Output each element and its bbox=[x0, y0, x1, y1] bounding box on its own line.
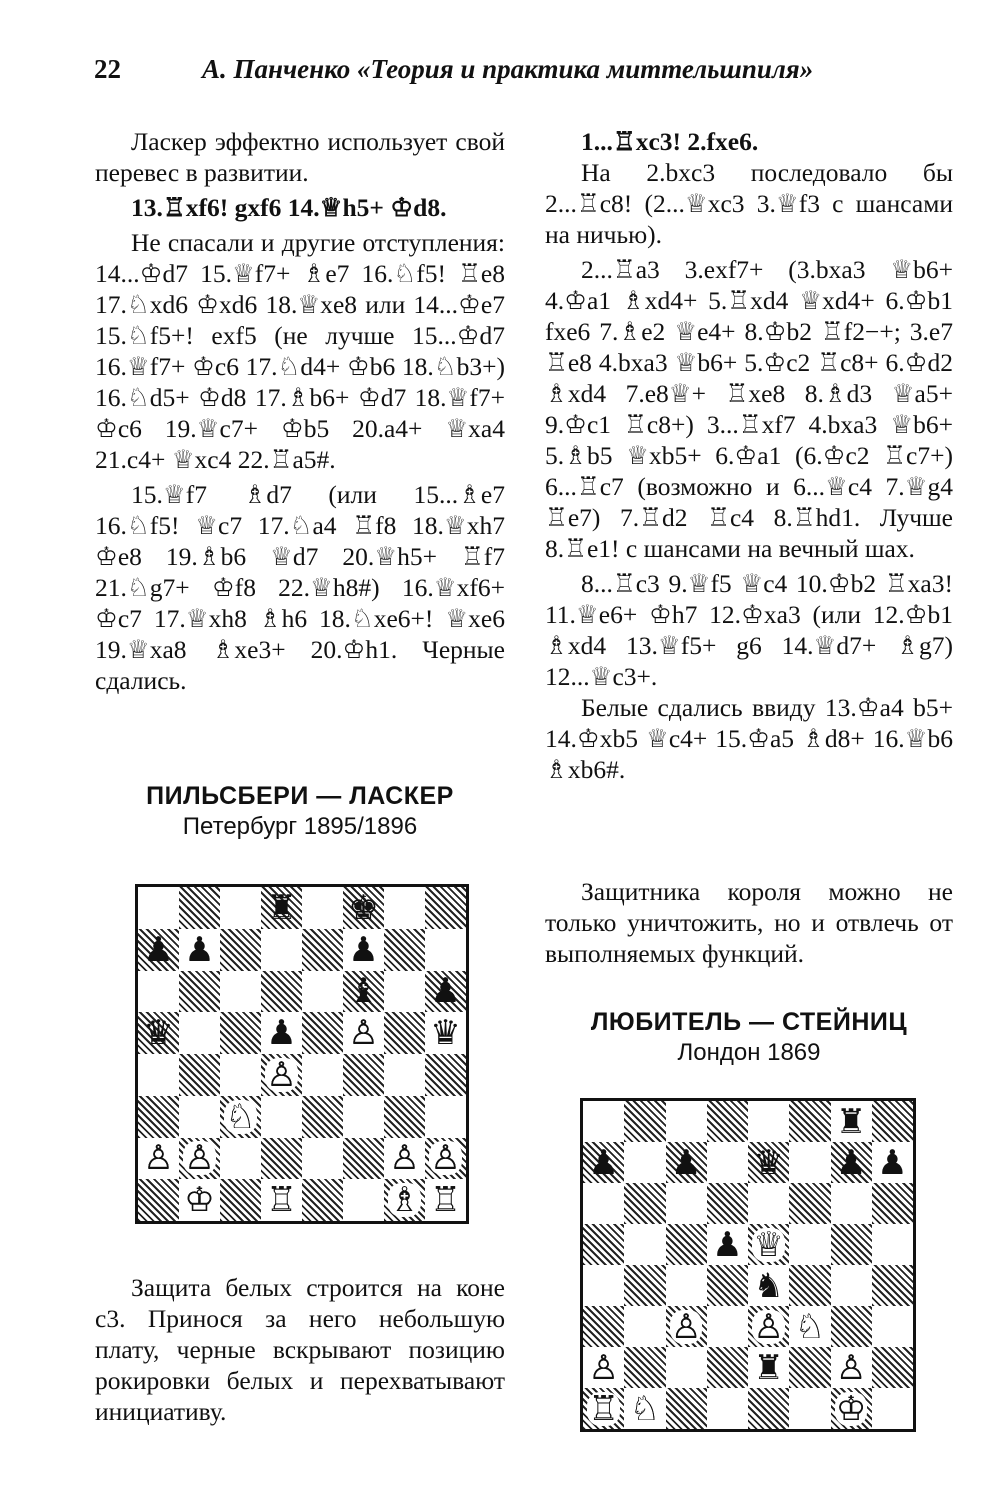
piece-backdrop bbox=[587, 1347, 619, 1388]
board-square bbox=[138, 1179, 179, 1221]
board-square bbox=[831, 1101, 872, 1142]
board-square bbox=[831, 1142, 872, 1183]
game2-heading bbox=[545, 1008, 953, 1067]
paragraph: Защитника короля можно не только уничтожить, но и отвлечь от выполняемых функций. bbox=[545, 877, 953, 968]
board-square bbox=[343, 971, 384, 1013]
board-square bbox=[179, 1179, 220, 1221]
board-square bbox=[831, 1265, 872, 1306]
board-square bbox=[302, 1096, 343, 1138]
piece-backdrop bbox=[835, 1347, 867, 1388]
board-square bbox=[220, 887, 261, 929]
black-knight-icon: ♞ bbox=[753, 1265, 784, 1306]
black-pawn-icon: ♟ bbox=[712, 1224, 743, 1265]
board-square bbox=[220, 929, 261, 971]
black-rook-icon: ♜ bbox=[753, 1347, 784, 1388]
piece-backdrop bbox=[347, 1013, 379, 1054]
board-square bbox=[707, 1224, 748, 1265]
board-square bbox=[831, 1224, 872, 1265]
board-square bbox=[261, 1012, 302, 1054]
piece-backdrop bbox=[265, 1180, 297, 1221]
board-square bbox=[425, 971, 466, 1013]
board-square bbox=[261, 1138, 302, 1180]
board-square bbox=[748, 1347, 789, 1388]
board-square bbox=[583, 1142, 624, 1183]
piece-backdrop bbox=[388, 1138, 420, 1179]
board-square bbox=[425, 1096, 466, 1138]
board-square bbox=[624, 1265, 665, 1306]
board-square bbox=[831, 1183, 872, 1224]
board-square bbox=[138, 1096, 179, 1138]
piece-backdrop bbox=[224, 1096, 256, 1137]
piece-backdrop bbox=[835, 1388, 867, 1429]
board-square bbox=[872, 1224, 913, 1265]
board-square bbox=[748, 1388, 789, 1429]
black-pawn-icon: ♟ bbox=[184, 929, 215, 970]
board-square bbox=[384, 929, 425, 971]
board-square bbox=[872, 1347, 913, 1388]
game2-players: ЛЮБИТЕЛЬ — СТЕЙНИЦ bbox=[590, 1008, 908, 1036]
piece-backdrop bbox=[183, 1180, 215, 1221]
board-square bbox=[583, 1306, 624, 1347]
board-square bbox=[384, 971, 425, 1013]
board-square bbox=[220, 1012, 261, 1054]
piece-backdrop bbox=[629, 1388, 661, 1429]
board-square bbox=[220, 1096, 261, 1138]
board-square bbox=[789, 1265, 830, 1306]
white-pawn-icon: ♙ bbox=[835, 1347, 867, 1388]
board-square bbox=[707, 1183, 748, 1224]
board-square bbox=[789, 1183, 830, 1224]
black-queen-icon: ♛ bbox=[430, 1013, 461, 1054]
white-rook-icon: ♖ bbox=[266, 1180, 297, 1221]
game1-place: Петербург 1895/1896 bbox=[182, 813, 418, 840]
white-pawn-icon: ♙ bbox=[389, 1138, 420, 1179]
board-square bbox=[302, 1012, 343, 1054]
move-line: 13.♖xf6! gxf6 14.♕h5+ ♔d8. bbox=[131, 193, 447, 222]
board-square bbox=[583, 1101, 624, 1142]
black-pawn-icon: ♟ bbox=[430, 971, 461, 1012]
board-square bbox=[343, 887, 384, 929]
board-square bbox=[343, 1179, 384, 1221]
board-square bbox=[789, 1347, 830, 1388]
board-square bbox=[666, 1306, 707, 1347]
board-square bbox=[583, 1224, 624, 1265]
board-square bbox=[261, 971, 302, 1013]
board-square bbox=[384, 1012, 425, 1054]
board-square bbox=[666, 1265, 707, 1306]
board-square bbox=[425, 887, 466, 929]
board-square bbox=[748, 1183, 789, 1224]
board-square bbox=[789, 1224, 830, 1265]
left-column-bottom bbox=[95, 1272, 505, 1427]
board-square bbox=[302, 1054, 343, 1096]
board-square bbox=[179, 929, 220, 971]
right-column bbox=[545, 126, 953, 785]
board-square bbox=[179, 971, 220, 1013]
white-pawn-icon: ♙ bbox=[753, 1306, 784, 1347]
paragraph: Не спасали и другие отступления: 14...♔d7 15.♕f7+ ♗e7 16.♘f5! ♖e8 17.♘xd6 ♔xd6 18.♕xe8 или 14...♔e7 15.♘f5+! exf5 (не лучше 15...♔d7 16.♕f7+ ♔c6 17.♘d4+ ♔b6 18.♘b3+) 16.♘d5+ ♔d8 17.♗b6+ ♔d7 18.♕f7+ ♔c6 19.♕c7+ ♔b5 20.a4+ ♕xa4 21.c4+ ♕xc4 22.♖a5#. bbox=[95, 228, 505, 474]
black-bishop-icon: ♝ bbox=[348, 971, 379, 1012]
board-square bbox=[384, 1054, 425, 1096]
board-square bbox=[707, 1347, 748, 1388]
move-line: 1...♖xc3! 2.fxe6. bbox=[581, 127, 759, 156]
board-square bbox=[789, 1101, 830, 1142]
board-square bbox=[872, 1142, 913, 1183]
black-pawn-icon: ♟ bbox=[877, 1142, 908, 1183]
paragraph: 15.♕f7 ♗d7 (или 15...♗e7 16.♘f5! ♕c7 17.♘a4 ♖f8 18.♕xh7 ♔e8 19.♗b6 ♕d7 20.♕h5+ ♖f7 21.♘g7+ ♔f8 22.♕h8#) 16.♕xf6+ ♔c7 17.♕xh8 ♗h6 18.♘xe6+! ♕xe6 19.♕xa8 ♗xe3+ 20.♔h1. Черные сдались. bbox=[95, 480, 505, 695]
board-square bbox=[666, 1224, 707, 1265]
board-square bbox=[666, 1388, 707, 1429]
board-square bbox=[666, 1101, 707, 1142]
game2-place: Лондон 1869 bbox=[677, 1039, 821, 1066]
white-pawn-icon: ♙ bbox=[670, 1306, 702, 1347]
board-square bbox=[179, 1054, 220, 1096]
board-square bbox=[707, 1265, 748, 1306]
black-pawn-icon: ♟ bbox=[670, 1142, 702, 1183]
white-pawn-icon: ♙ bbox=[184, 1138, 215, 1179]
board-square bbox=[666, 1142, 707, 1183]
piece-backdrop bbox=[794, 1306, 826, 1347]
white-pawn-icon: ♙ bbox=[266, 1054, 297, 1095]
board-square bbox=[707, 1306, 748, 1347]
board-square bbox=[748, 1224, 789, 1265]
piece-backdrop bbox=[587, 1388, 619, 1429]
white-knight-icon: ♘ bbox=[225, 1096, 256, 1137]
black-pawn-icon: ♟ bbox=[143, 929, 174, 970]
black-pawn-icon: ♟ bbox=[835, 1142, 867, 1183]
board-square bbox=[138, 1012, 179, 1054]
board-square bbox=[343, 1054, 384, 1096]
board-square bbox=[261, 1054, 302, 1096]
board-square bbox=[831, 1306, 872, 1347]
board-square bbox=[384, 887, 425, 929]
piece-backdrop bbox=[752, 1306, 784, 1347]
white-rook-icon: ♖ bbox=[430, 1180, 461, 1221]
board-square bbox=[666, 1183, 707, 1224]
board-square bbox=[261, 929, 302, 971]
board-square bbox=[624, 1101, 665, 1142]
board-square bbox=[789, 1306, 830, 1347]
paragraph: 2...♖a3 3.exf7+ (3.bxa3 ♕b6+ 4.♔a1 ♗xd4+ 5.♖xd4 ♕xd4+ 6.♔b1 fxe6 7.♗e2 ♕e4+ 8.♔b2 ♖f2−+; 3.e7 ♖e8 4.bxa3 ♕b6+ 5.♔c2 ♖c8+ 6.♔d2 ♗xd4 7.e8♕+ ♖xe8 8.♗d3 ♕a5+ 9.♔c1 ♖c8+) 3...♖xf7 4.bxa3 ♕b6+ 5.♗b5 ♕xb5+ 6.♔a1 (6.♔c2 ♖c7+) 6...♖c7 (возможно и 6...♕c4 7.♕g4 ♖e7) 7.♖d2 ♖c4 8.♖hd1. Лучше 8.♖e1! с шансами на вечный шах. bbox=[545, 255, 953, 563]
board-square bbox=[872, 1183, 913, 1224]
board-square bbox=[425, 1012, 466, 1054]
game1-heading bbox=[95, 782, 505, 841]
board-square bbox=[302, 887, 343, 929]
board-square bbox=[425, 1138, 466, 1180]
board-square bbox=[707, 1388, 748, 1429]
board-square bbox=[624, 1224, 665, 1265]
board-square bbox=[789, 1142, 830, 1183]
black-queen-icon: ♛ bbox=[753, 1142, 784, 1183]
board-square bbox=[707, 1142, 748, 1183]
board-square bbox=[138, 1054, 179, 1096]
board-square bbox=[425, 1054, 466, 1096]
board-square bbox=[343, 1012, 384, 1054]
board-square bbox=[707, 1101, 748, 1142]
white-bishop-icon: ♗ bbox=[389, 1180, 420, 1221]
paragraph: 8...♖c3 9.♕f5 ♕c4 10.♔b2 ♖xa3! 11.♕e6+ ♔h7 12.♔xa3 (или 12.♔b1 ♗xd4 13.♕f5+ g6 14.♕d7+ ♗g7) 12...♕c3+. bbox=[545, 569, 953, 691]
board-square bbox=[748, 1101, 789, 1142]
board-square bbox=[831, 1347, 872, 1388]
board-square bbox=[872, 1101, 913, 1142]
board-square bbox=[872, 1265, 913, 1306]
white-pawn-icon: ♙ bbox=[348, 1013, 379, 1054]
board-square bbox=[138, 971, 179, 1013]
white-king-icon: ♔ bbox=[835, 1388, 867, 1429]
board-square bbox=[220, 1054, 261, 1096]
piece-backdrop bbox=[183, 1138, 215, 1179]
right-column-mid bbox=[545, 876, 953, 969]
board-square bbox=[179, 1096, 220, 1138]
white-pawn-icon: ♙ bbox=[430, 1138, 461, 1179]
board-square bbox=[583, 1183, 624, 1224]
board-square bbox=[583, 1265, 624, 1306]
board-square bbox=[624, 1306, 665, 1347]
board-square bbox=[138, 887, 179, 929]
board-square bbox=[384, 1138, 425, 1180]
board-square bbox=[343, 929, 384, 971]
black-rook-icon: ♜ bbox=[835, 1101, 867, 1142]
board-square bbox=[179, 1012, 220, 1054]
board-square bbox=[624, 1142, 665, 1183]
running-title: А. Панченко «Теория и практика миттельшпиля» bbox=[202, 54, 814, 84]
board-square bbox=[748, 1265, 789, 1306]
board-square bbox=[302, 929, 343, 971]
board-square bbox=[179, 1138, 220, 1180]
piece-backdrop bbox=[752, 1224, 784, 1265]
black-pawn-icon: ♟ bbox=[266, 1013, 297, 1054]
chess-diagram-2 bbox=[580, 1098, 916, 1432]
board-square bbox=[666, 1347, 707, 1388]
board-square bbox=[872, 1388, 913, 1429]
piece-backdrop bbox=[429, 1180, 461, 1221]
board-square bbox=[138, 929, 179, 971]
white-pawn-icon: ♙ bbox=[588, 1347, 619, 1388]
white-queen-icon: ♕ bbox=[753, 1224, 784, 1265]
black-pawn-icon: ♟ bbox=[588, 1142, 619, 1183]
game1-players: ПИЛЬСБЕРИ — ЛАСКЕР bbox=[146, 782, 454, 810]
black-king-icon: ♚ bbox=[348, 887, 379, 928]
board-square bbox=[220, 1179, 261, 1221]
black-rook-icon: ♜ bbox=[266, 887, 297, 928]
piece-backdrop bbox=[388, 1180, 420, 1221]
white-king-icon: ♔ bbox=[184, 1180, 215, 1221]
white-knight-icon: ♘ bbox=[794, 1306, 826, 1347]
board-square bbox=[789, 1388, 830, 1429]
board-square bbox=[261, 1096, 302, 1138]
board-square bbox=[831, 1388, 872, 1429]
black-pawn-icon: ♟ bbox=[348, 929, 379, 970]
piece-backdrop bbox=[142, 1138, 174, 1179]
white-rook-icon: ♖ bbox=[588, 1388, 619, 1429]
board-square bbox=[138, 1138, 179, 1180]
left-column bbox=[95, 126, 505, 696]
board-square bbox=[261, 1179, 302, 1221]
board-square bbox=[624, 1347, 665, 1388]
board-square bbox=[624, 1388, 665, 1429]
board-square bbox=[425, 929, 466, 971]
board-square bbox=[425, 1179, 466, 1221]
paragraph: Белые сдались ввиду 13.♔a4 b5+ 14.♔xb5 ♕c4+ 15.♔a5 ♗d8+ 16.♕b6 ♗xb6#. bbox=[545, 693, 953, 784]
piece-backdrop bbox=[265, 1054, 297, 1095]
page-number: 22 bbox=[94, 54, 121, 84]
board-square bbox=[748, 1306, 789, 1347]
board-square bbox=[302, 1138, 343, 1180]
board-square bbox=[583, 1388, 624, 1429]
board-square bbox=[748, 1142, 789, 1183]
paragraph: Защита белых строится на коне c3. Принося за него небольшую плату, черные вскрывают позицию рокировки белых и перехватывают инициативу. bbox=[95, 1273, 505, 1426]
board-square bbox=[302, 971, 343, 1013]
running-header bbox=[94, 54, 854, 94]
white-pawn-icon: ♙ bbox=[143, 1138, 174, 1179]
board-square bbox=[583, 1347, 624, 1388]
piece-backdrop bbox=[670, 1306, 702, 1347]
board-square bbox=[179, 887, 220, 929]
white-knight-icon: ♘ bbox=[629, 1388, 661, 1429]
board-square bbox=[343, 1096, 384, 1138]
board-square bbox=[872, 1306, 913, 1347]
board-square bbox=[624, 1183, 665, 1224]
paragraph: На 2.bxc3 последовало бы 2...♖c8! (2...♕xc3 3.♕f3 с шансами на ничью). bbox=[545, 158, 953, 249]
board-square bbox=[220, 971, 261, 1013]
board-square bbox=[261, 887, 302, 929]
black-queen-icon: ♛ bbox=[143, 1013, 174, 1054]
board-square bbox=[220, 1138, 261, 1180]
chess-diagram-1 bbox=[135, 884, 469, 1224]
piece-backdrop bbox=[429, 1138, 461, 1179]
board-square bbox=[384, 1179, 425, 1221]
paragraph: Ласкер эффектно использует свой перевес в развитии. bbox=[95, 127, 505, 187]
board-square bbox=[302, 1179, 343, 1221]
board-square bbox=[343, 1138, 384, 1180]
board-square bbox=[384, 1096, 425, 1138]
